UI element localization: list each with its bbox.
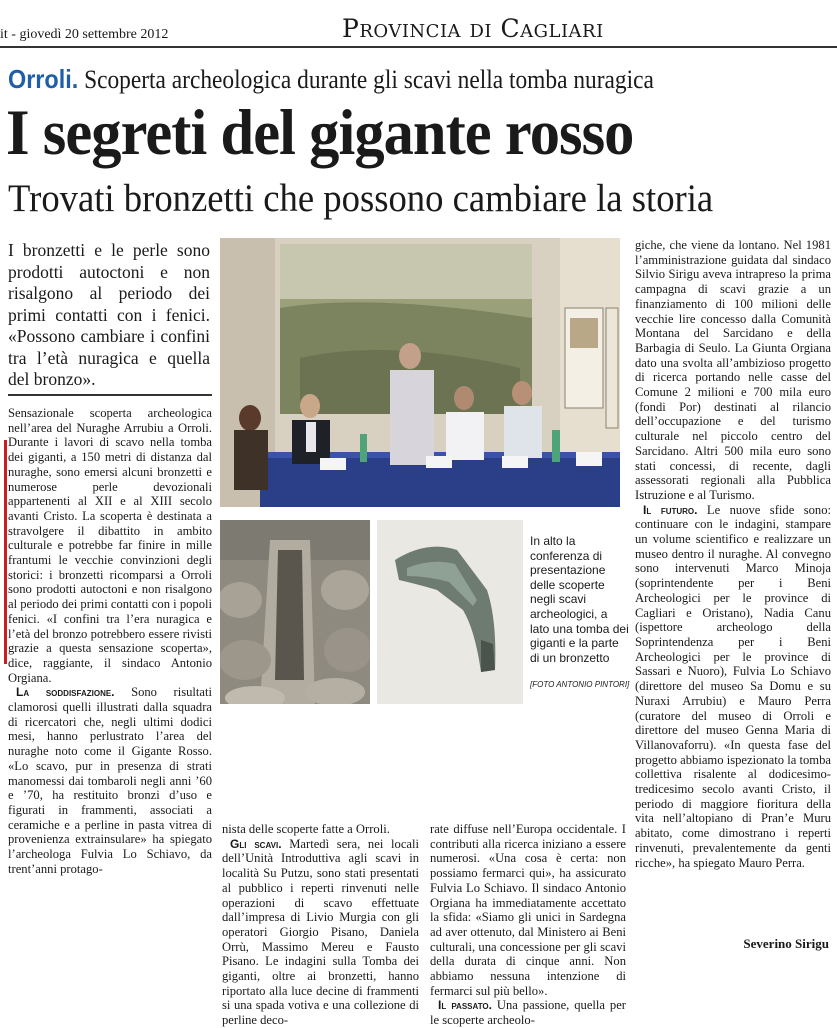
subheading: Il futuro. — [643, 502, 698, 517]
paragraph-text: Le nuove sfide sono: continuare con le indagini, stampare un volume scientifico e realizzare un museo dentro il nuraghe. Al convegno sono intervenuti Marco Minoja (soprintendente per i Beni Archeologici per le province di Cagliari e Oristano), Nadia Canu (ispettore archeologo della Soprintendenza per i Beni Archeologici per le province di Sassari e Nuoro), Fulvia Lo Schiavo (direttore del museo Sa Domu e su Nuraxi Arrubiu) e Mauro Perra (curatore del museo di Orroli e direttore del museo Genna Maria di Villanovaforru). «In questa fase del progetto abbiamo ispezionato la tomba collettiva risalente al dodicesimo-tredicesimo secolo avanti Cristo, il periodo di maggiore fioritura della vita nell’altopiano di Pran’e Muru abitato, come dimostrano i reperti rinvenuti, prevalentemente da genti ricche», ha spiegato Mauro Perra. — [635, 502, 831, 870]
paragraph: Sensazionale scoperta archeologica nell’area del Nuraghe Arrubiu a Orroli. Durante i lavori di scavo nella tomba dei giganti, a 150 metri di distanza dal nuraghe, sono emersi alcuni bronzetti e numerose perle devozionali appartenenti al XII e al XIII secolo avanti Cristo. La scoperta è destinata a stravolgere il dibattito in ambito culturale e potrebbe far finire in mille frantumi le vecchie convinzioni degli storici: i bronzetti ricomparsi a Orroli sono prodotti autoctoni e non risalgono al periodo dei primi contatti con i popoli fenici. «I confini tra l’era nuragica e l’età del bronzo potrebbero essere rivisti grazie a questa sensazione scoperta», dice, raggiante, il sindaco Antonio Orgiana. — [8, 406, 212, 685]
paragraph: rate diffuse nell’Europa occidentale. I contributi alla ricerca iniziano a essere numerosi. «Una cosa è certa: non possiamo fermarci qui», ha assicurato Fulvia Lo Schiavo. Il sindaco Antonio Orgiana ha immediatamente accettato la sfida: «Siamo gli unici in Sardegna ad aver ottenuto, dal Ministero ai Beni culturali, una concessione per gli scavi della durata di cinque anni. Non abbiamo nessuna intenzione di fermarci sul più bello». — [430, 822, 626, 998]
kicker-place: Orroli. — [8, 64, 79, 94]
paragraph: nista delle scoperte fatte a Orroli. — [222, 822, 390, 836]
highlight-bar — [4, 440, 7, 664]
article-column-1 — [8, 406, 212, 877]
paragraph: giche, che viene da lontano. Nel 1981 l’amministrazione guidata dal sindaco Silvio Sirigu aveva intrapreso la prima campagna di scavi grazie a un finanziamento di 100 milioni delle vecchie lire concesso dalla Comunità Montana del Sarcidano e della Barbagia di Seulo. La Giunta Orgiana dato una svolta all’ambizioso progetto di ricerca portando nelle casse del Comune 2 milioni e 700 mila euro (fondi Por) destinati al rilancio dell’occupazione e del turismo culturale nel piccolo centro del Sarcidano. Altri 500 mila euro sono stati concessi, di recente, dagli assessorati regionali alla Pubblica Istruzione e al Turismo. — [635, 238, 831, 502]
paragraph-text: Martedì sera, nei locali dell’Unità Introduttiva agli scavi in località Su Putzu, sono stati presentati al pubblico i reperti rinvenuti nelle operazioni di scavo effettuate dall’impresa di Livio Murgia con gli operatori Giorgio Pisano, Daniela Orrù, Massimo Mereu e Fausto Pisano. Le indagini sulla Tomba dei giganti, oltre ai bronzetti, hanno riportato alla luce decine di frammenti si una spada votiva e una collezione di perline deco- — [222, 836, 419, 1028]
header-divider — [0, 46, 837, 48]
subheading: Gli scavi. — [230, 836, 282, 851]
subheading: Il passato. — [438, 998, 492, 1013]
article-summary: I bronzetti e le perle sono prodotti autoctoni e non risalgono al periodo dei primi contatti con i fenici. «Possono cambiare i confini tra l’età nuragica e quella del bronzo». — [8, 240, 210, 389]
article-column-2 — [222, 822, 419, 1028]
section-title: Provincia di Cagliari — [342, 14, 604, 43]
paragraph — [635, 503, 831, 871]
photo-caption: In alto la conferenza di presentazione delle scoperte negli scavi archeologici, a lato una tomba dei giganti e la parte di un bronzetto — [530, 534, 629, 665]
photo-credit: [FOTO ANTONIO PINTORI] — [530, 680, 630, 689]
article-column-4 — [635, 238, 831, 870]
photo-conference — [220, 238, 620, 507]
subheading: La soddisfazione. — [16, 685, 115, 700]
photo-tomb — [220, 520, 370, 704]
article-kicker — [8, 64, 654, 95]
paragraph — [222, 837, 419, 1028]
article-subheadline: Trovati bronzetti che possono cambiare la storia — [8, 177, 714, 220]
article-byline: Severino Sirigu — [743, 936, 829, 951]
article-column-3 — [430, 822, 626, 1028]
paragraph — [430, 998, 626, 1027]
paragraph-text: Una passione, quella per le scoperte archeolo- — [430, 998, 626, 1028]
article-headline: I segreti del gigante rosso — [6, 97, 634, 169]
photo-bronzetto — [377, 520, 523, 704]
header-date: it - giovedì 20 settembre 2012 — [0, 27, 169, 42]
kicker-text: Scoperta archeologica durante gli scavi nella tomba nuragica — [78, 65, 654, 94]
summary-divider — [8, 394, 212, 396]
paragraph-text: Sono risultati clamorosi quelli illustrati dalla squadra di ricercatori che, negli ultimi dodici mesi, hanno perlustrato l’area del nuraghe noto come il Gigante Rosso. «Lo scavo, pur in presenza di strati manomessi dai tombaroli negli anni ’60 e ’70, ha restituito bronzi d’uso e figurati in frammenti, associati a ceramiche e a perline in pasta vitrea di provenienza extrainsulare» ha spiegato l’archeologa Fulvia Lo Schiavo, da trent’anni protago- — [8, 685, 213, 876]
paragraph — [8, 685, 212, 876]
